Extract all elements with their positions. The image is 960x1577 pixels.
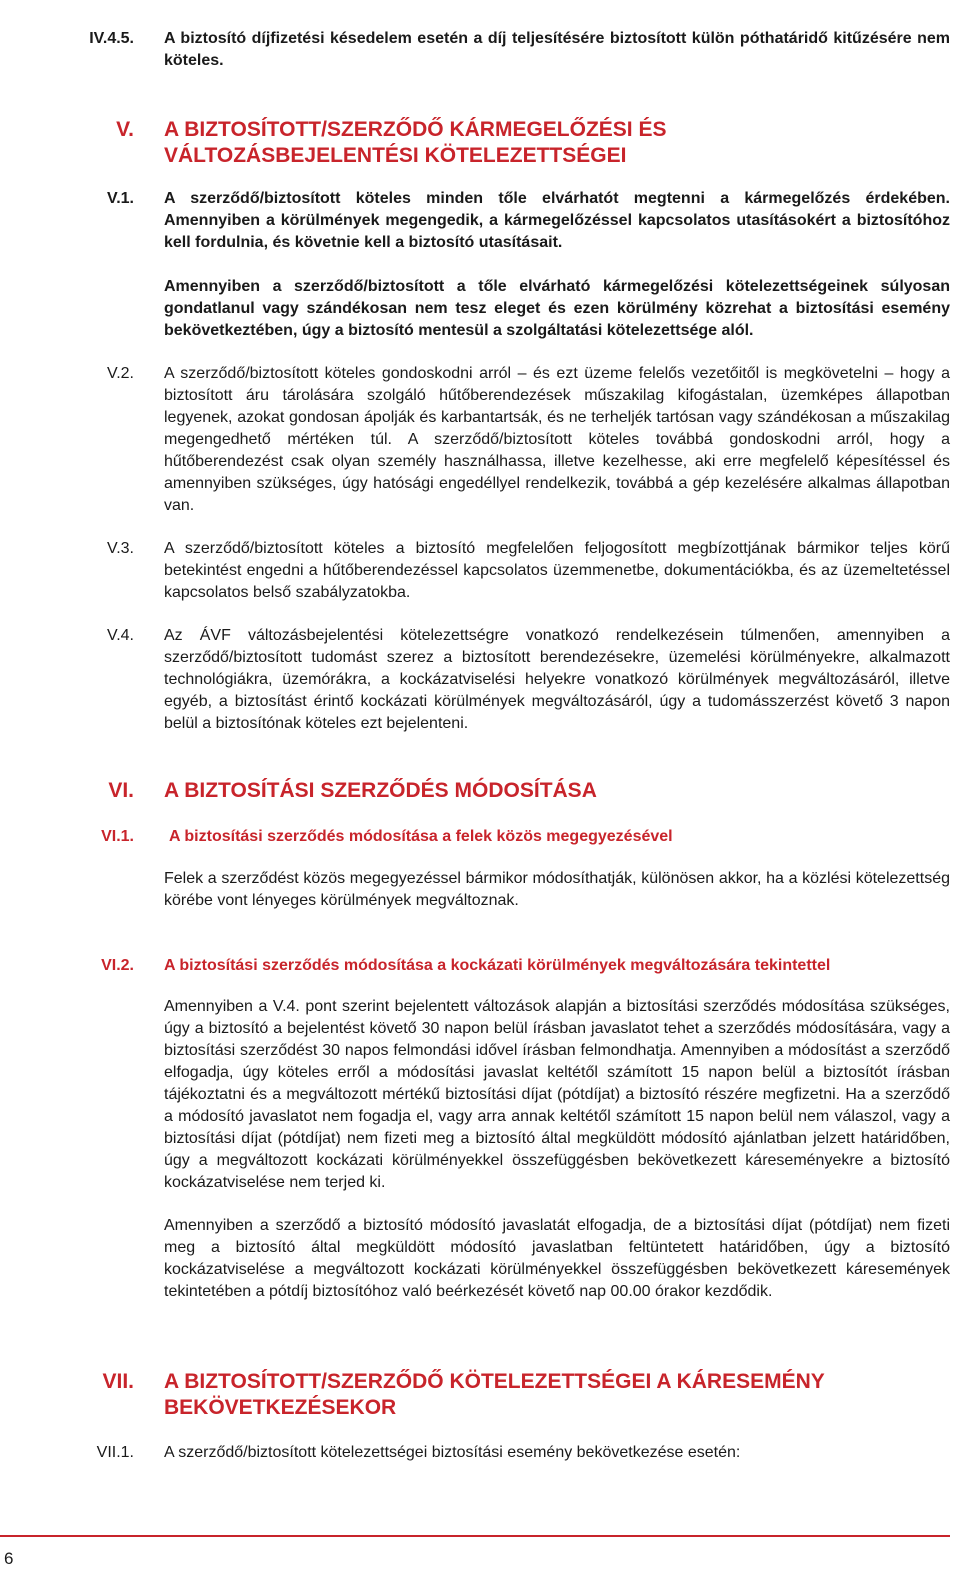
section-text-v-3: A szerződő/biztosított köteles a biztosító megfelelően feljogosított megbízottjának bármikor teljes körű betekintést engedni a hűtőberendezéssel kapcsolatos üzemmenetbe, dokumentációkba, és az üzemeltetéssel kapcsolatos belső szabályzatokba.	[164, 540, 950, 601]
section-text-v-4: Az ÁVF változásbejelentési kötelezettségre vonatkozó rendelkezésein túlmenően, amennyiben a szerződő/biztosított tudomást szerez a biztosított berendezésekre, üzemelési körülményekre, alkalmazott technológiákra, üzemórákra, a kockázatviselési helyekre vonatkozó körülmények megváltozásáról, illetve egyéb, a biztosítást érintő kockázati körülmények megváltozásáról, úgy a tudomásszerzést követő 3 napon belül a biztosítónak köteles ezt bejelenteni.	[164, 627, 950, 732]
section-number-iv-4-5: IV.4.5.	[89, 30, 134, 47]
section-number-v-2: V.2.	[107, 365, 134, 382]
section-heading-v: A BIZTOSÍTOTT/SZERZŐDŐ KÁRMEGELŐZÉSI ÉS VÁLTOZÁSBEJELENTÉSI KÖTELEZETTSÉGEI	[164, 118, 667, 167]
section-text-v-1-p1: A szerződő/biztosított köteles minden tőle elvárhatót megtenni a kármegelőzés érdekében. Amennyiben a körülmények megengedik, a kármegelőzéssel kapcsolatos utasításokért a biztosítóhoz kell fordulnia, és követnie kell a biztosító utasításait.	[164, 190, 950, 251]
section-subheading-vi-2: A biztosítási szerződés módosítása a kockázati körülmények megváltozására tekintettel	[164, 957, 831, 974]
section-text-v-1-p2: Amennyiben a szerződő/biztosított a tőle elvárható kármegelőzési kötelezettségeinek súlyosan gondatlanul vagy szándékosan nem tesz eleget és ezen körülmény közrehat a biztosítási esemény bekövetkeztében, úgy a biztosító mentesül a szolgáltatási kötelezettsége alól.	[164, 278, 950, 339]
footer-divider	[0, 1535, 950, 1537]
section-text-vi-2-p2: Amennyiben a szerződő a biztosító módosító javaslatát elfogadja, de a biztosítási díjat (pótdíjat) nem fizeti meg a biztosító által megküldött módosító javaslatban feltüntetett határidőben, úgy a biztosító kockázatviselése a megváltozott kockázati körülményekkel összefüggésben bekövetkezett káresemények tekintetében a pótdíj biztosítóhoz való beérkezését követő nap 00.00 órakor kezdődik.	[164, 1217, 950, 1300]
section-heading-vi: A BIZTOSÍTÁSI SZERZŐDÉS MÓDOSÍTÁSA	[164, 779, 597, 802]
section-subheading-vi-1: A biztosítási szerződés módosítása a felek közös megegyezésével	[169, 828, 673, 845]
section-number-v-4: V.4.	[107, 627, 134, 644]
section-number-v-3: V.3.	[107, 540, 134, 557]
section-number-vi-1: VI.1.	[101, 828, 134, 845]
section-number-vi: VI.	[108, 779, 134, 802]
section-text-vii-1: A szerződő/biztosított kötelezettségei biztosítási esemény bekövetkezése esetén:	[164, 1444, 741, 1461]
section-number-vii: VII.	[102, 1370, 134, 1393]
section-heading-vii: A BIZTOSÍTOTT/SZERZŐDŐ KÖTELEZETTSÉGEI A KÁRESEMÉNY BEKÖVETKEZÉSEKOR	[164, 1370, 825, 1419]
section-text-v-2: A szerződő/biztosított köteles gondoskodni arról – és ezt üzeme felelős vezetőitől is megkövetelni – hogy a biztosított áru tárolására szolgáló hűtőberendezések műszakilag kifogástalan, üzemképes állapotban legyenek, azokat gondosan ápolják és karbantartsák, és ne terheljék tartósan vagy szándékosan a műszakilag megengedhető mértéken túl. A szerződő/biztosított köteles továbbá gondoskodni arról, hogy a hűtőberendezést csak olyan személy használhassa, illetve kezelhesse, aki erre megfelelő képesítéssel és amennyiben szükséges, úgy hatósági engedéllyel rendelkezik, továbbá a gép kezelésére alkalmas állapotban van.	[164, 365, 950, 514]
section-number-v: V.	[116, 118, 134, 141]
section-text-vi-2-p1: Amennyiben a V.4. pont szerint bejelentett változások alapján a biztosítási szerződés módosítása szükséges, úgy a biztosító a bejelentést követő 30 napon belül írásban javaslatot tehet a szerződés módosítására, vagy a biztosítási szerződést 30 napos felmondási idővel írásban felmondhatja. Amennyiben a módosítást a szerződő elfogadja, úgy köteles erről a módosítási javaslat keltétől számított 15 napon belül a biztosítót írásban tájékoztatni és a megváltozott mértékű biztosítási díjat (pótdíjat) a biztosító részére megfizetni. Ha a szerződő a módosító javaslatot nem fogadja el, vagy arra annak keltétől számított 15 napon belül nem válaszol, vagy a biztosítási díjat (pótdíjat) nem fizeti meg a biztosító által megküldött módosító ajánlatban jelzett határidőben, úgy a megváltozott kockázati körülményekkel összefüggésben bekövetkezett káreseményekre a biztosító kockázatviselése nem terjed ki.	[164, 998, 950, 1191]
section-number-v-1: V.1.	[107, 190, 134, 207]
section-text-iv-4-5: A biztosító díjfizetési késedelem esetén a díj teljesítésére biztosított külön póthatáridő kitűzésére nem köteles.	[164, 30, 950, 69]
section-text-vi-1: Felek a szerződést közös megegyezéssel bármikor módosíthatják, különösen akkor, ha a közlési kötelezettség körébe vont lényeges körülmények megváltoznak.	[164, 870, 950, 909]
section-number-vi-2: VI.2.	[101, 957, 134, 974]
page-number: 6	[4, 1549, 14, 1568]
section-number-vii-1: VII.1.	[96, 1444, 134, 1461]
